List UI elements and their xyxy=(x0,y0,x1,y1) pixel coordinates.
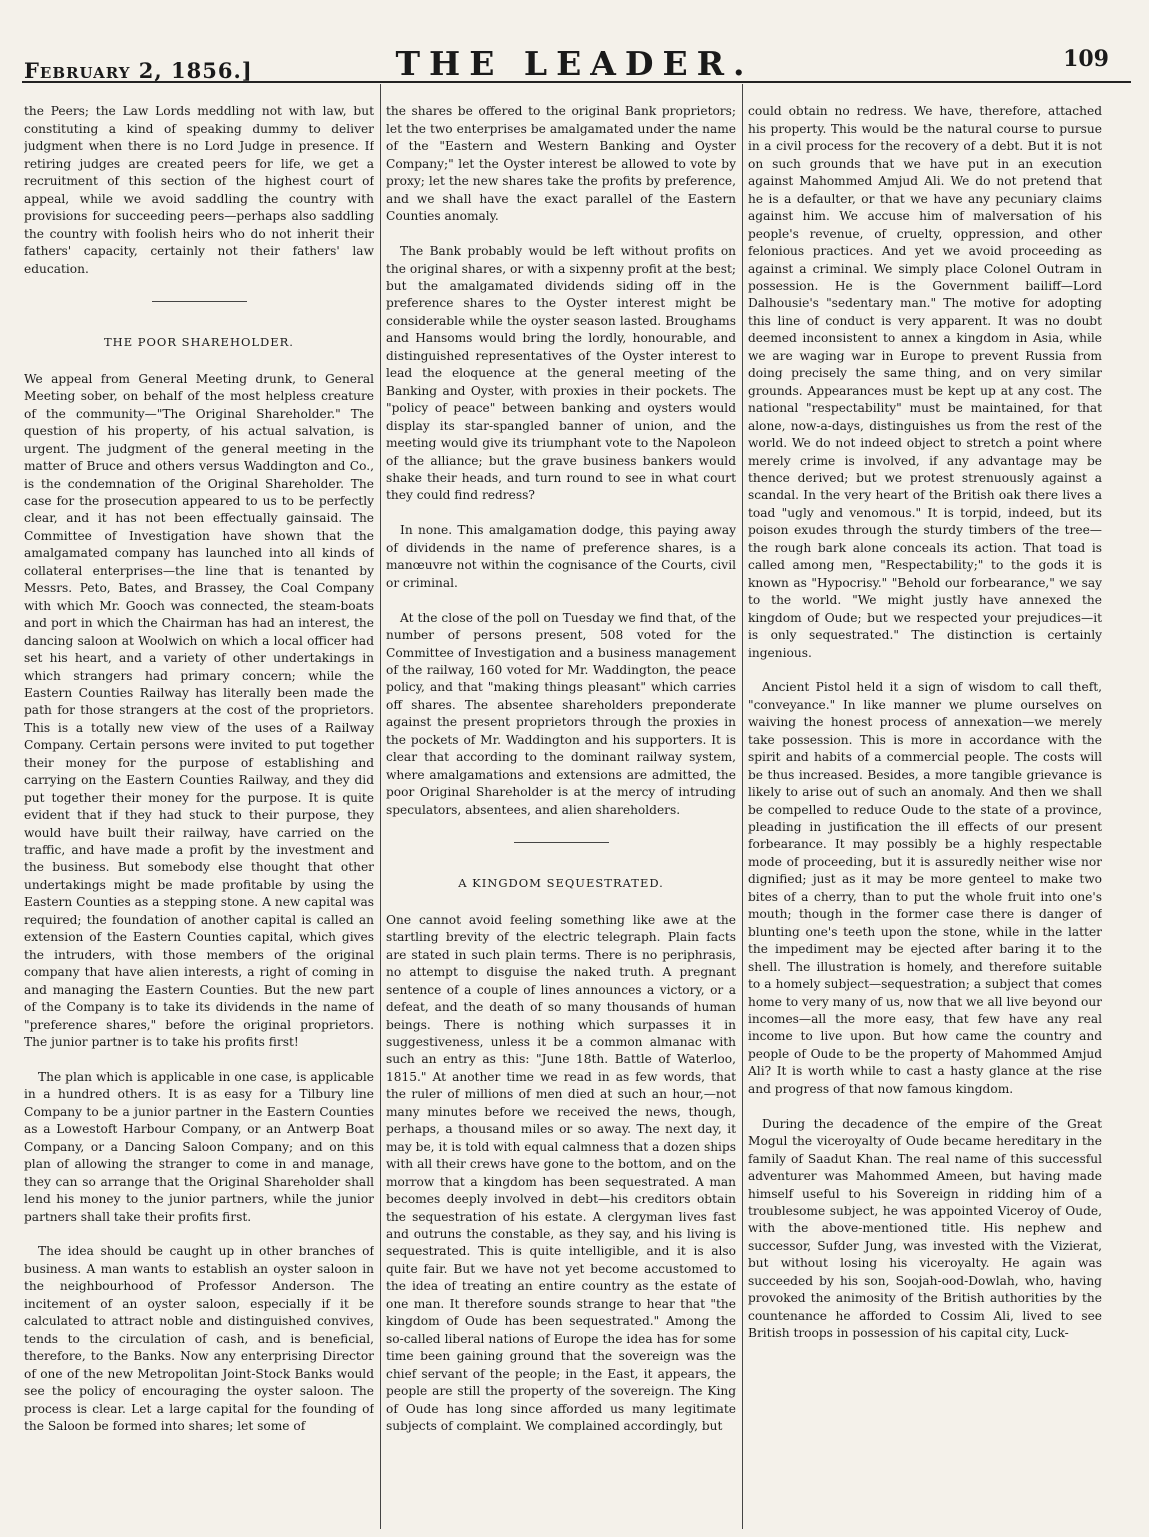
header-rule xyxy=(22,81,1131,83)
paragraph: the Peers; the Law Lords meddling not with law, but constituting a kind of speaking dummy to deliver judgment when there is no Lord Judge in presence. If retiring judges are created peers for life, we get a recruitment of this section of the highest court of appeal, while we avoid saddling the country with provisions for succeeding peers—perhaps also saddling the country with foolish heirs who do not inherit their fathers' capacity, certainly not their fathers' law education. xyxy=(24,104,374,276)
article-heading: THE POOR SHAREHOLDER. xyxy=(104,334,294,349)
column-divider xyxy=(380,84,381,1529)
article-heading: A KINGDOM SEQUESTRATED. xyxy=(458,875,664,890)
column-divider xyxy=(742,84,743,1529)
paragraph: During the decadence of the empire of the Great Mogul the viceroyalty of Oude became hereditary in the family of Saadut Khan. The real name of this successful adventurer was Mahommed Ameen, but having made himself useful to his Sovereign in ridding him of a troublesome subject, he was appointed Viceroy of Oude, with the above-mentioned title. His nephew and successor, Sufder Jung, was invested with the Vizierat, but without losing his viceroyalty. He again was succeeded by his son, Soojah-ood-Dowlah, who, having provoked the animosity of the British authorities by the countenance he afforded to Cossim Ali, lived to see British troops in possession of his capital city, Luck- xyxy=(748,1116,1102,1341)
page-number: 109 xyxy=(1063,46,1109,72)
issue-date: February 2, 1856.] xyxy=(24,58,253,83)
column-1 xyxy=(24,86,374,1526)
paragraph: At the close of the poll on Tuesday we find that, of the number of persons present, 508 voted for the Committee of Investigation and a business management of the railway, 160 voted for Mr. Waddington, the peace policy, and that "making things pleasant" which carries off shares. The absentee shareholders preponderate against the present proprietors through the proxies in the pockets of Mr. Waddington and his supporters. It is clear that according to the dominant railway system, where amalgamations and extensions are admitted, the poor Original Shareholder is at the mercy of intruding speculators, absentees, and alien shareholders. xyxy=(386,610,736,817)
paragraph: One cannot avoid feeling something like awe at the startling brevity of the electric telegraph. Plain facts are stated in such plain terms. There is no periphrasis, no attempt to disguise the naked truth. A pregnant sentence of a couple of lines announces a victory, or a defeat, and the death of so many thousands of human beings. There is nothing which surpasses it in suggestiveness, unless it be a common almanac with such an entry as this: "June 18th. Battle of Waterloo, 1815." At another time we read in as few words, that the ruler of millions of men died at such an hour,—not many minutes before we received the news, though, perhaps, a thousand miles or so away. The next day, it may be, it is told with equal calmness that a dozen ships with all their crews have gone to the bottom, and on the morrow that a kingdom has been sequestrated. A man becomes deeply involved in debt—his creditors obtain the sequestration of his estate. A clergyman lives fast and outruns the constable, as they say, and his living is sequestrated. This is quite intelligible, and it is also quite fair. But we have not yet become accustomed to the idea of treating an entire country as the estate of one man. It therefore sounds strange to hear that "the kingdom of Oude has been sequestrated." Among the so-called liberal nations of Europe the idea has for some time been gaining ground that the sovereign was the chief servant of the people; in the East, it appears, the people are still the property of the sovereign. The King of Oude has long since afforded us many legitimate subjects of complaint. We complained accordingly, but xyxy=(386,912,736,1433)
paragraph: In none. This amalgamation dodge, this paying away of dividends in the name of preference shares, is a manœuvre not within the cognisance of the Courts, civil or criminal. xyxy=(386,523,736,590)
paragraph: could obtain no redress. We have, therefore, attached his property. This would be the natural course to pursue in a civil process for the recovery of a debt. But it is not on such grounds that we have put in an execution against Mahommed Amjud Ali. We do not pretend that he is a defaulter, or that we have any pecuniary claims against him. We accuse him of malversation of his people's revenue, of cruelty, oppression, and other felonious practices. And yet we avoid proceeding as against a criminal. We simply place Colonel Outram in possession. He is the Government bailiff—Lord Dalhousie's "sedentary man." The motive for adopting this line of conduct is very apparent. It was no doubt deemed inconsistent to annex a kingdom in Asia, while we are waging war in Europe to prevent Russia from doing precisely the same thing, and on very similar grounds. Appearances must be kept up at any cost. The national "respectability" must be maintained, for that alone, now-a-days, distinguishes us from the rest of the world. We do not indeed object to stretch a point where merely crime is involved, if any advantage may be thence derived; but we protest strenuously against a scandal. In the very heart of the British oak there lives a toad "ugly and venomous." It is torpid, indeed, but its poison exudes through the sturdy timbers of the tree—the rough bark alone conceals its action. That toad is called among men, "Respectability;" to the gods it is known as "Hypocrisy." "Behold our forbearance," we say to the world. "We might justly have annexed the kingdom of Oude; but we respected your prejudices—it is only sequestrated." The distinction is certainly ingenious. xyxy=(748,104,1102,660)
paragraph: The idea should be caught up in other branches of business. A man wants to establish an oyster saloon in the neighbourhood of Professor Anderson. The incitement of an oyster saloon, especially if it be calculated to attract noble and distinguished convives, tends to the circulation of cash, and is beneficial, therefore, to the Banks. Now any enterprising Director of one of the new Metropolitan Joint-Stock Banks would see the policy of encouraging the oyster saloon. The process is clear. Let a large capital for the founding of the Saloon be formed into shares; let some of xyxy=(24,1244,374,1433)
paragraph: We appeal from General Meeting drunk, to General Meeting sober, on behalf of the most helpless creature of the community—"The Original Shareholder." The question of his property, of his actual salvation, is urgent. The judgment of the general meeting in the matter of Bruce and others versus Waddington and Co., is the condemnation of the Original Shareholder. The case for the prosecution appeared to us to be perfectly clear, and it has not been effectually gainsaid. The Committee of Investigation have shown that the amalgamated company has launched into all kinds of collateral enterprises—the line that is tenanted by Messrs. Peto, Bates, and Brassey, the Coal Company with which Mr. Gooch was connected, the steam-boats and port in which the Chairman has had an interest, the dancing saloon at Woolwich on which a local officer had set his heart, and a variety of other undertakings in which strangers had primary concern; while the Eastern Counties Railway has literally been made the path for those strangers at the cost of the proprietors. This is a totally new view of the uses of a Railway Company. Certain persons were invited to put together their money for the purpose of establishing and carrying on the Eastern Counties Railway, and they did put together their money for the purpose. It is quite evident that if they had stuck to their purpose, they would have built their railway, have carried on the traffic, and have made a profit by the investment and the business. But somebody else thought that other undertakings might be made profitable by using the Eastern Counties as a stepping stone. A new capital was required; the foundation of another capital is called an extension of the Eastern Counties capital, which gives the intruders, with those members of the original company that have alien interests, a right of coming in and managing the Eastern Counties. But the new part of the Company is to take its dividends in the name of "preference shares," before the original proprietors. The junior partner is to take his profits first! xyxy=(24,371,374,1050)
section-rule xyxy=(514,842,609,843)
newspaper-title: THE LEADER. xyxy=(395,44,754,83)
paragraph: the shares be offered to the original Bank proprietors; let the two enterprises be amalgamated under the name of the "Eastern and Western Banking and Oyster Company;" let the Oyster interest be allowed to vote by proxy; let the new shares take the profits by preference, and we shall have the exact parallel of the Eastern Counties anomaly. xyxy=(386,104,736,224)
paragraph: The plan which is applicable in one case, is applicable in a hundred others. It is as easy for a Tilbury line Company to be a junior partner in the Eastern Counties as a Lowestoft Harbour Company, or an Antwerp Boat Company, or a Dancing Saloon Company; and on this plan of allowing the stranger to come in and manage, they can so arrange that the Original Shareholder shall lend his money to the junior partners, while the junior partners shall take their profits first. xyxy=(24,1069,374,1224)
paragraph: The Bank probably would be left without profits on the original shares, or with a sixpenny profit at the best; but the amalgamated dividends siding off in the preference shares to the Oyster interest might be considerable while the oyster season lasted. Broughams and Hansoms would bring the lordly, honourable, and distinguished representatives of the Oyster interest to lead the eloquence at the general meeting of the Banking and Oyster, with proxies in their pockets. The "policy of peace" between banking and oysters would display its star-spangled banner of union, and the meeting would give its triumphant vote to the Napoleon of the alliance; but the grave business bankers would shake their heads, and turn round to see in what court they could find redress? xyxy=(386,244,736,503)
column-3 xyxy=(748,86,1102,1526)
page-header xyxy=(0,0,1149,100)
column-2 xyxy=(386,86,736,1526)
paragraph: Ancient Pistol held it a sign of wisdom to call theft, "conveyance." In like manner we plume ourselves on waiving the honest process of annexation—we merely take possession. This is more in accordance with the spirit and habits of a commercial people. The costs will be thus increased. Besides, a more tangible grievance is likely to arise out of such an anomaly. And then we shall be compelled to reduce Oude to the state of a province, pleading in justification the ill effects of our present forbearance. It may possibly be a highly respectable mode of proceeding, but it is assuredly neither wise nor dignified; just as it may be more genteel to make two bites of a cherry, than to put the whole fruit into one's mouth; though in the former case there is danger of blunting one's teeth upon the stone, while in the latter the impediment may be ejected after baring it to the shell. The illustration is homely, and therefore suitable to a homely subject—sequestration; a subject that comes home to very many of us, now that we all live beyond our incomes—all the more easy, that few have any real income to live upon. But how came the country and people of Oude to be the property of Mahommed Amjud Ali? It is worth while to cast a hasty glance at the rise and progress of that now famous kingdom. xyxy=(748,680,1102,1096)
section-rule xyxy=(152,301,247,302)
